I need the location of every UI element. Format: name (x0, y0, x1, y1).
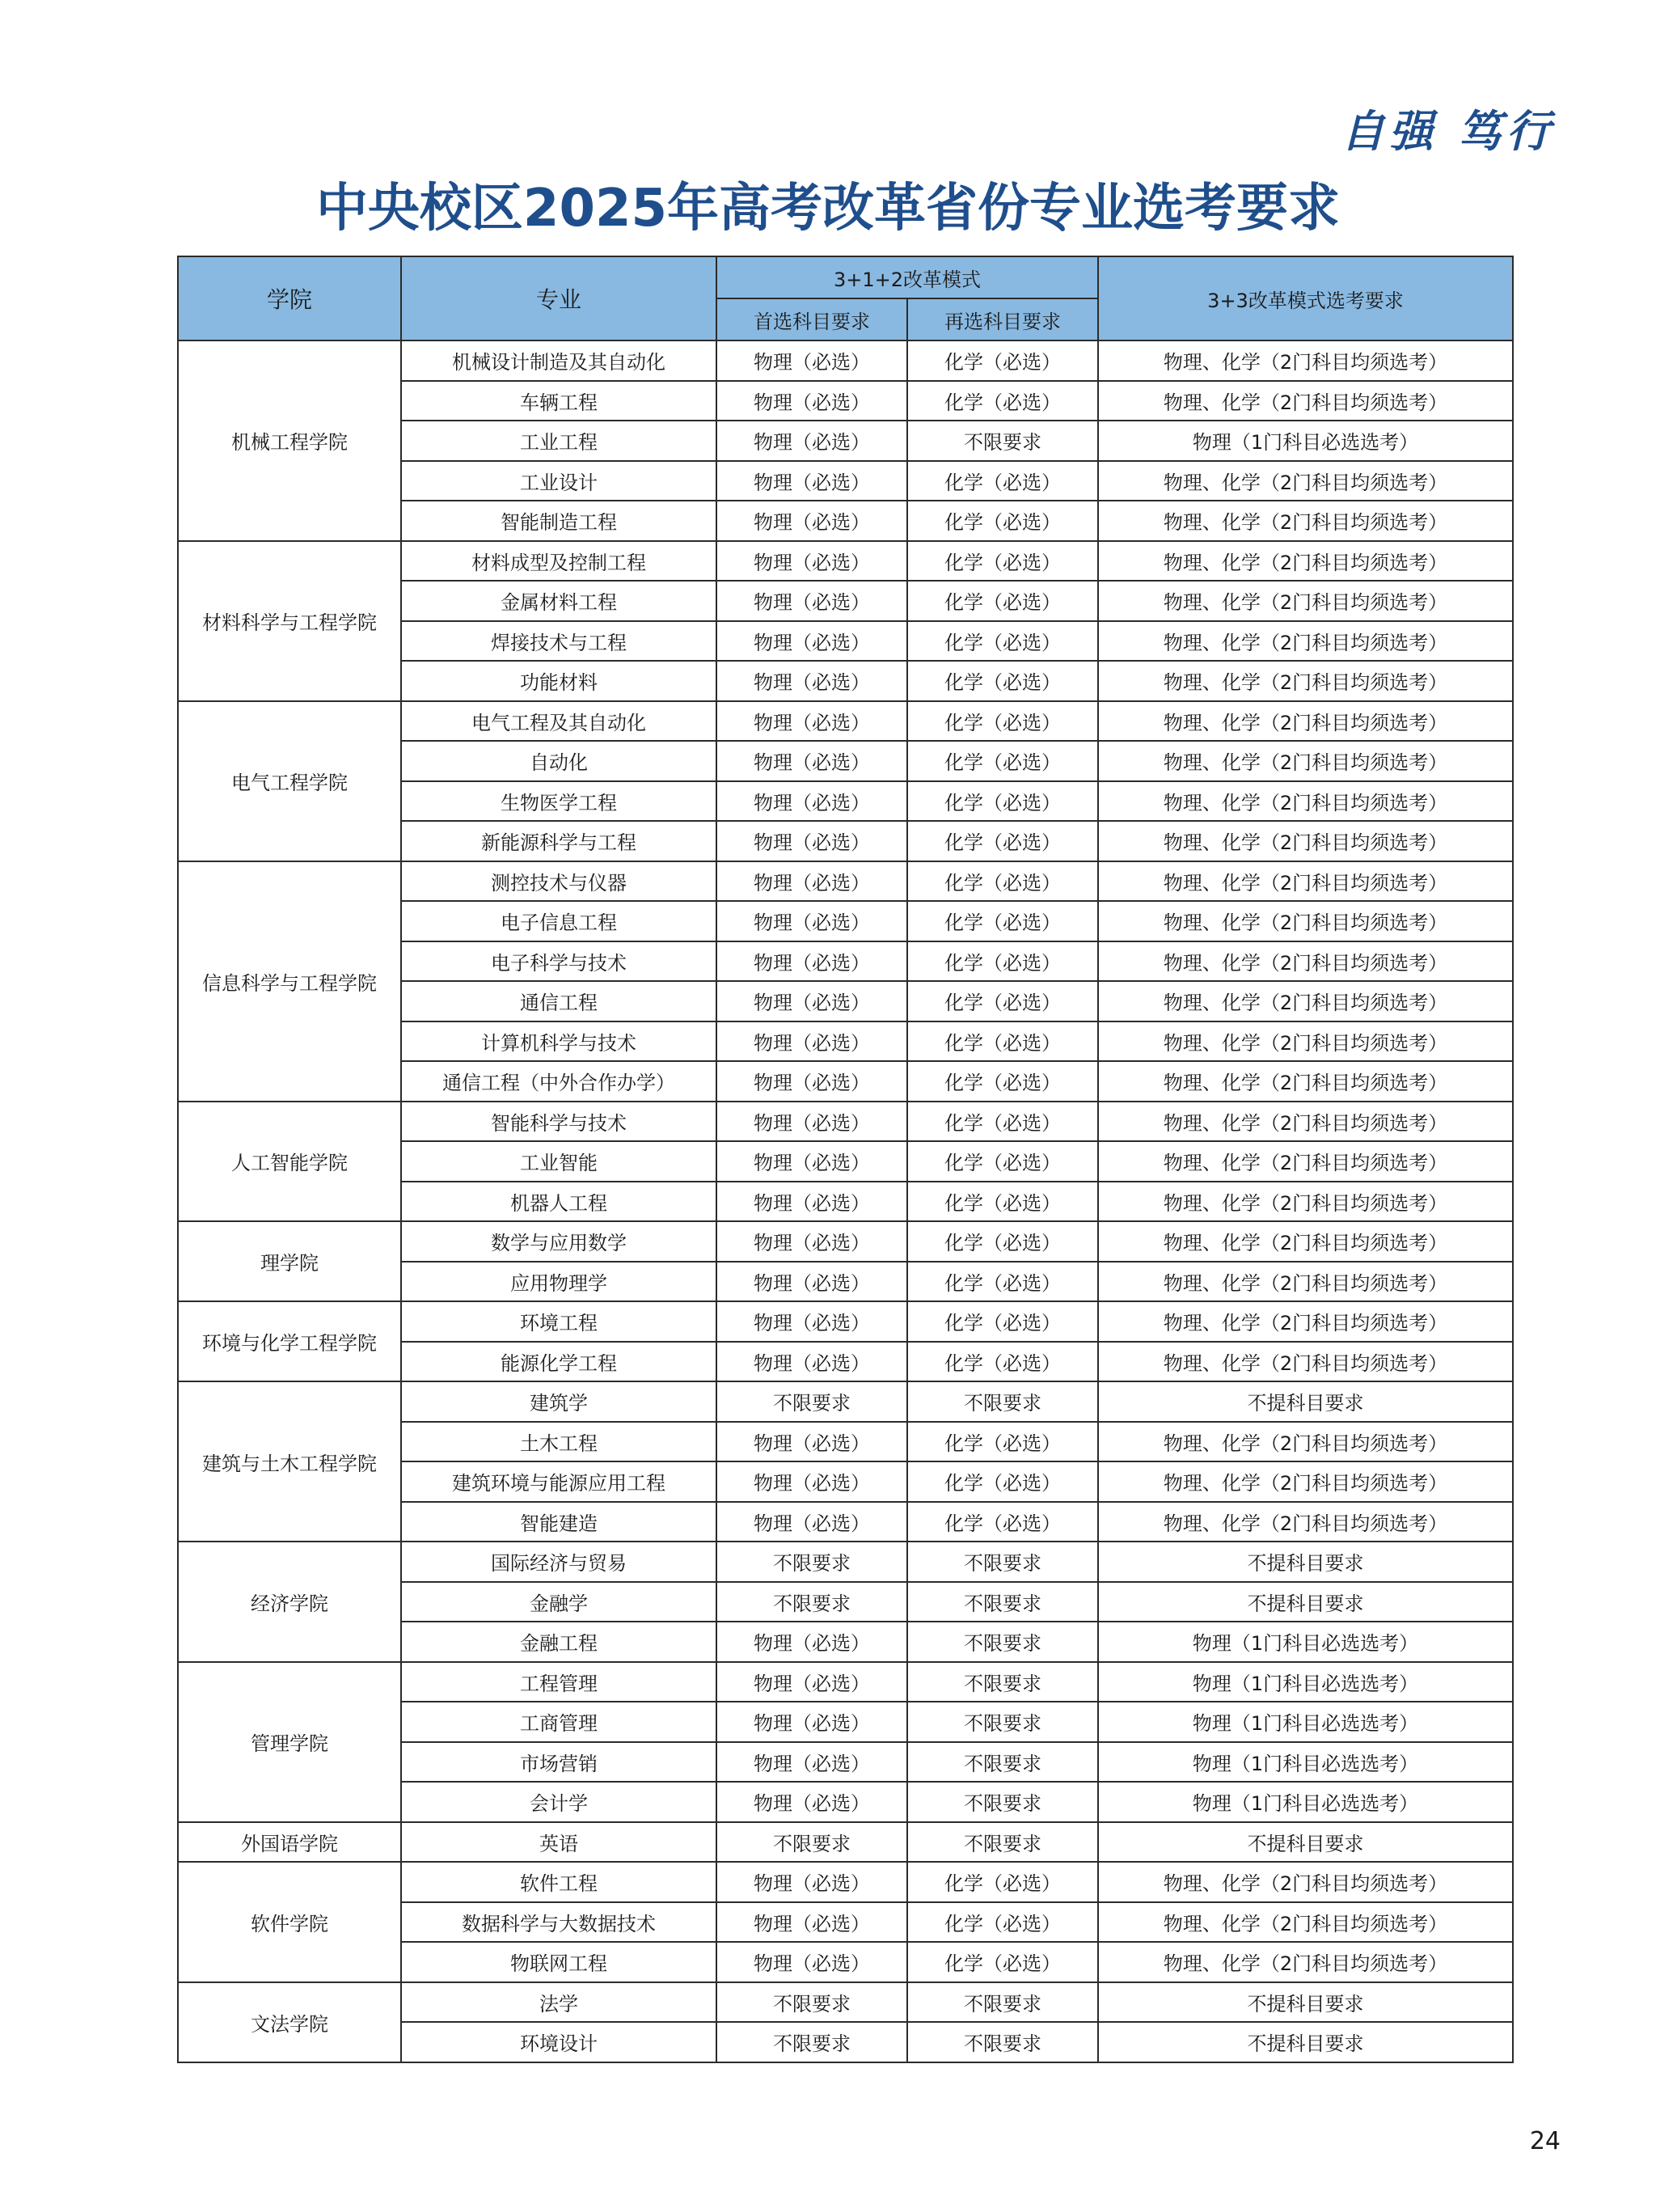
table-row (178, 1662, 1513, 1702)
major-cell: 机器人工程 (401, 1182, 716, 1222)
major-cell: 建筑环境与能源应用工程 (401, 1461, 716, 1502)
first-choice-cell: 不限要求 (716, 1582, 907, 1622)
second-choice-cell: 化学（必选） (907, 1862, 1098, 1902)
mode-33-cell: 物理、化学（2门科目均须选考） (1098, 381, 1513, 421)
table-row (178, 701, 1513, 742)
major-cell: 数据科学与大数据技术 (401, 1902, 716, 1943)
mode-33-cell: 物理（1门科目必选选考） (1098, 1742, 1513, 1783)
mode-33-cell: 不提科目要求 (1098, 1381, 1513, 1422)
mode-33-cell: 物理（1门科目必选选考） (1098, 1662, 1513, 1702)
second-choice-cell: 不限要求 (907, 421, 1098, 461)
second-choice-cell: 化学（必选） (907, 1221, 1098, 1262)
major-cell: 工程管理 (401, 1662, 716, 1702)
major-cell: 工业工程 (401, 421, 716, 461)
major-cell: 电子信息工程 (401, 901, 716, 941)
second-choice-cell: 不限要求 (907, 1381, 1098, 1422)
first-choice-cell: 物理（必选） (716, 1061, 907, 1102)
mode-33-cell: 物理（1门科目必选选考） (1098, 1702, 1513, 1742)
major-cell: 会计学 (401, 1782, 716, 1822)
mode-33-cell: 物理、化学（2门科目均须选考） (1098, 901, 1513, 941)
mode-33-cell: 物理、化学（2门科目均须选考） (1098, 981, 1513, 1021)
second-choice-cell: 化学（必选） (907, 461, 1098, 501)
second-choice-cell: 化学（必选） (907, 1102, 1098, 1142)
mode-33-cell: 物理、化学（2门科目均须选考） (1098, 701, 1513, 742)
mode-33-cell: 物理、化学（2门科目均须选考） (1098, 741, 1513, 781)
second-choice-cell: 化学（必选） (907, 621, 1098, 662)
first-choice-cell: 物理（必选） (716, 741, 907, 781)
mode-33-cell: 不提科目要求 (1098, 2022, 1513, 2062)
table-row (178, 340, 1513, 381)
first-choice-cell: 物理（必选） (716, 1102, 907, 1142)
first-choice-cell: 物理（必选） (716, 501, 907, 541)
second-choice-cell: 化学（必选） (907, 1502, 1098, 1542)
mode-33-cell: 物理、化学（2门科目均须选考） (1098, 661, 1513, 701)
header-mode-312: 3+1+2改革模式 (716, 256, 1098, 298)
mode-33-cell: 物理、化学（2门科目均须选考） (1098, 1182, 1513, 1222)
second-choice-cell: 化学（必选） (907, 661, 1098, 701)
first-choice-cell: 物理（必选） (716, 1021, 907, 1062)
college-cell: 软件学院 (178, 1862, 401, 1982)
first-choice-cell: 不限要求 (716, 1542, 907, 1582)
major-cell: 通信工程 (401, 981, 716, 1021)
major-cell: 建筑学 (401, 1381, 716, 1422)
mode-33-cell: 物理、化学（2门科目均须选考） (1098, 340, 1513, 381)
mode-33-cell: 物理、化学（2门科目均须选考） (1098, 861, 1513, 902)
second-choice-cell: 不限要求 (907, 1822, 1098, 1863)
mode-33-cell: 物理、化学（2门科目均须选考） (1098, 1342, 1513, 1382)
first-choice-cell: 不限要求 (716, 1822, 907, 1863)
second-choice-cell: 化学（必选） (907, 1061, 1098, 1102)
mode-33-cell: 物理、化学（2门科目均须选考） (1098, 581, 1513, 621)
first-choice-cell: 物理（必选） (716, 941, 907, 982)
second-choice-cell: 化学（必选） (907, 941, 1098, 982)
second-choice-cell: 化学（必选） (907, 1902, 1098, 1943)
second-choice-cell: 化学（必选） (907, 981, 1098, 1021)
college-cell: 电气工程学院 (178, 701, 401, 861)
major-cell: 智能科学与技术 (401, 1102, 716, 1142)
first-choice-cell: 物理（必选） (716, 340, 907, 381)
major-cell: 智能建造 (401, 1502, 716, 1542)
major-cell: 金融学 (401, 1582, 716, 1622)
college-cell: 信息科学与工程学院 (178, 861, 401, 1102)
first-choice-cell: 物理（必选） (716, 581, 907, 621)
mode-33-cell: 不提科目要求 (1098, 1822, 1513, 1863)
mode-33-cell: 物理、化学（2门科目均须选考） (1098, 1301, 1513, 1342)
second-choice-cell: 化学（必选） (907, 501, 1098, 541)
mode-33-cell: 物理（1门科目必选选考） (1098, 1782, 1513, 1822)
first-choice-cell: 物理（必选） (716, 781, 907, 822)
major-cell: 工业智能 (401, 1141, 716, 1182)
major-cell: 环境工程 (401, 1301, 716, 1342)
mode-33-cell: 物理、化学（2门科目均须选考） (1098, 941, 1513, 982)
second-choice-cell: 化学（必选） (907, 1301, 1098, 1342)
second-choice-cell: 化学（必选） (907, 1342, 1098, 1382)
mode-33-cell: 物理（1门科目必选选考） (1098, 1622, 1513, 1662)
major-cell: 能源化学工程 (401, 1342, 716, 1382)
first-choice-cell: 物理（必选） (716, 541, 907, 582)
second-choice-cell: 不限要求 (907, 1982, 1098, 2023)
header-college: 学院 (178, 256, 401, 340)
college-cell: 材料科学与工程学院 (178, 541, 401, 701)
major-cell: 车辆工程 (401, 381, 716, 421)
major-cell: 工业设计 (401, 461, 716, 501)
college-cell: 环境与化学工程学院 (178, 1301, 401, 1381)
second-choice-cell: 不限要求 (907, 1782, 1098, 1822)
college-cell: 人工智能学院 (178, 1102, 401, 1222)
first-choice-cell: 物理（必选） (716, 1942, 907, 1982)
second-choice-cell: 不限要求 (907, 1582, 1098, 1622)
college-cell: 机械工程学院 (178, 340, 401, 541)
second-choice-cell: 化学（必选） (907, 901, 1098, 941)
major-cell: 电气工程及其自动化 (401, 701, 716, 742)
first-choice-cell: 物理（必选） (716, 381, 907, 421)
first-choice-cell: 物理（必选） (716, 421, 907, 461)
motto-calligraphy: 自强 笃行 (1341, 105, 1555, 157)
college-cell: 理学院 (178, 1221, 401, 1301)
second-choice-cell: 化学（必选） (907, 1422, 1098, 1462)
major-cell: 生物医学工程 (401, 781, 716, 822)
first-choice-cell: 物理（必选） (716, 1862, 907, 1902)
table-row (178, 541, 1513, 582)
major-cell: 焊接技术与工程 (401, 621, 716, 662)
major-cell: 工商管理 (401, 1702, 716, 1742)
major-cell: 计算机科学与技术 (401, 1021, 716, 1062)
major-cell: 机械设计制造及其自动化 (401, 340, 716, 381)
major-cell: 数学与应用数学 (401, 1221, 716, 1262)
header-major: 专业 (401, 256, 716, 340)
mode-33-cell: 物理、化学（2门科目均须选考） (1098, 461, 1513, 501)
first-choice-cell: 物理（必选） (716, 1141, 907, 1182)
major-cell: 测控技术与仪器 (401, 861, 716, 902)
first-choice-cell: 物理（必选） (716, 821, 907, 861)
college-cell: 经济学院 (178, 1542, 401, 1662)
first-choice-cell: 不限要求 (716, 1381, 907, 1422)
second-choice-cell: 不限要求 (907, 1742, 1098, 1783)
table-row (178, 1542, 1513, 1582)
first-choice-cell: 物理（必选） (716, 1182, 907, 1222)
second-choice-cell: 化学（必选） (907, 340, 1098, 381)
first-choice-cell: 物理（必选） (716, 1622, 907, 1662)
major-cell: 通信工程（中外合作办学） (401, 1061, 716, 1102)
second-choice-cell: 不限要求 (907, 1662, 1098, 1702)
mode-33-cell: 物理、化学（2门科目均须选考） (1098, 821, 1513, 861)
college-cell: 外国语学院 (178, 1822, 401, 1863)
table-row (178, 1381, 1513, 1422)
major-cell: 新能源科学与工程 (401, 821, 716, 861)
major-cell: 电子科学与技术 (401, 941, 716, 982)
major-cell: 法学 (401, 1982, 716, 2023)
second-choice-cell: 化学（必选） (907, 861, 1098, 902)
second-choice-cell: 不限要求 (907, 1702, 1098, 1742)
mode-33-cell: 物理、化学（2门科目均须选考） (1098, 1262, 1513, 1302)
major-cell: 国际经济与贸易 (401, 1542, 716, 1582)
second-choice-cell: 不限要求 (907, 2022, 1098, 2062)
major-cell: 功能材料 (401, 661, 716, 701)
table-body (178, 340, 1513, 2062)
first-choice-cell: 物理（必选） (716, 701, 907, 742)
second-choice-cell: 化学（必选） (907, 1942, 1098, 1982)
first-choice-cell: 物理（必选） (716, 1702, 907, 1742)
second-choice-cell: 化学（必选） (907, 1182, 1098, 1222)
second-choice-cell: 化学（必选） (907, 701, 1098, 742)
major-cell: 自动化 (401, 741, 716, 781)
first-choice-cell: 物理（必选） (716, 1502, 907, 1542)
major-cell: 材料成型及控制工程 (401, 541, 716, 582)
major-cell: 金属材料工程 (401, 581, 716, 621)
second-choice-cell: 不限要求 (907, 1622, 1098, 1662)
college-cell: 文法学院 (178, 1982, 401, 2062)
mode-33-cell: 物理、化学（2门科目均须选考） (1098, 1422, 1513, 1462)
table-row (178, 861, 1513, 902)
table-row (178, 1862, 1513, 1902)
second-choice-cell: 化学（必选） (907, 581, 1098, 621)
table-row (178, 1822, 1513, 1863)
second-choice-cell: 化学（必选） (907, 1141, 1098, 1182)
first-choice-cell: 物理（必选） (716, 981, 907, 1021)
mode-33-cell: 物理、化学（2门科目均须选考） (1098, 621, 1513, 662)
first-choice-cell: 物理（必选） (716, 1262, 907, 1302)
first-choice-cell: 物理（必选） (716, 661, 907, 701)
mode-33-cell: 物理、化学（2门科目均须选考） (1098, 541, 1513, 582)
first-choice-cell: 物理（必选） (716, 861, 907, 902)
mode-33-cell: 物理、化学（2门科目均须选考） (1098, 1102, 1513, 1142)
mode-33-cell: 物理、化学（2门科目均须选考） (1098, 1942, 1513, 1982)
mode-33-cell: 物理、化学（2门科目均须选考） (1098, 1902, 1513, 1943)
second-choice-cell: 化学（必选） (907, 541, 1098, 582)
major-cell: 市场营销 (401, 1742, 716, 1783)
header-mode-33: 3+3改革模式选考要求 (1098, 256, 1513, 340)
first-choice-cell: 物理（必选） (716, 1782, 907, 1822)
second-choice-cell: 不限要求 (907, 1542, 1098, 1582)
first-choice-cell: 物理（必选） (716, 1902, 907, 1943)
mode-33-cell: 物理、化学（2门科目均须选考） (1098, 781, 1513, 822)
first-choice-cell: 物理（必选） (716, 1342, 907, 1382)
first-choice-cell: 物理（必选） (716, 621, 907, 662)
first-choice-cell: 物理（必选） (716, 1301, 907, 1342)
second-choice-cell: 化学（必选） (907, 1262, 1098, 1302)
page-number: 24 (1529, 2127, 1561, 2155)
page-title: 中央校区2025年高考改革省份专业选考要求 (315, 179, 1341, 239)
college-cell: 建筑与土木工程学院 (178, 1381, 401, 1542)
first-choice-cell: 不限要求 (716, 1982, 907, 2023)
header-first-choice: 首选科目要求 (716, 298, 907, 340)
subject-requirements-table (177, 256, 1514, 2063)
second-choice-cell: 化学（必选） (907, 1461, 1098, 1502)
table-row (178, 1301, 1513, 1342)
first-choice-cell: 物理（必选） (716, 1742, 907, 1783)
second-choice-cell: 化学（必选） (907, 381, 1098, 421)
second-choice-cell: 化学（必选） (907, 1021, 1098, 1062)
mode-33-cell: 物理、化学（2门科目均须选考） (1098, 1461, 1513, 1502)
mode-33-cell: 物理、化学（2门科目均须选考） (1098, 1061, 1513, 1102)
second-choice-cell: 化学（必选） (907, 781, 1098, 822)
major-cell: 土木工程 (401, 1422, 716, 1462)
mode-33-cell: 不提科目要求 (1098, 1542, 1513, 1582)
major-cell: 物联网工程 (401, 1942, 716, 1982)
mode-33-cell: 不提科目要求 (1098, 1582, 1513, 1622)
header-second-choice: 再选科目要求 (907, 298, 1098, 340)
mode-33-cell: 物理、化学（2门科目均须选考） (1098, 1502, 1513, 1542)
mode-33-cell: 物理、化学（2门科目均须选考） (1098, 1021, 1513, 1062)
mode-33-cell: 物理、化学（2门科目均须选考） (1098, 1221, 1513, 1262)
first-choice-cell: 物理（必选） (716, 1422, 907, 1462)
first-choice-cell: 不限要求 (716, 2022, 907, 2062)
major-cell: 金融工程 (401, 1622, 716, 1662)
mode-33-cell: 物理、化学（2门科目均须选考） (1098, 501, 1513, 541)
major-cell: 智能制造工程 (401, 501, 716, 541)
first-choice-cell: 物理（必选） (716, 1662, 907, 1702)
college-cell: 管理学院 (178, 1662, 401, 1822)
mode-33-cell: 物理、化学（2门科目均须选考） (1098, 1141, 1513, 1182)
table-row (178, 1102, 1513, 1142)
table-row (178, 1982, 1513, 2023)
second-choice-cell: 化学（必选） (907, 821, 1098, 861)
first-choice-cell: 物理（必选） (716, 461, 907, 501)
major-cell: 应用物理学 (401, 1262, 716, 1302)
major-cell: 软件工程 (401, 1862, 716, 1902)
table-row (178, 1221, 1513, 1262)
mode-33-cell: 物理、化学（2门科目均须选考） (1098, 1862, 1513, 1902)
table-header (178, 256, 1513, 340)
mode-33-cell: 不提科目要求 (1098, 1982, 1513, 2023)
first-choice-cell: 物理（必选） (716, 1221, 907, 1262)
mode-33-cell: 物理（1门科目必选选考） (1098, 421, 1513, 461)
first-choice-cell: 物理（必选） (716, 1461, 907, 1502)
major-cell: 英语 (401, 1822, 716, 1863)
first-choice-cell: 物理（必选） (716, 901, 907, 941)
major-cell: 环境设计 (401, 2022, 716, 2062)
second-choice-cell: 化学（必选） (907, 741, 1098, 781)
